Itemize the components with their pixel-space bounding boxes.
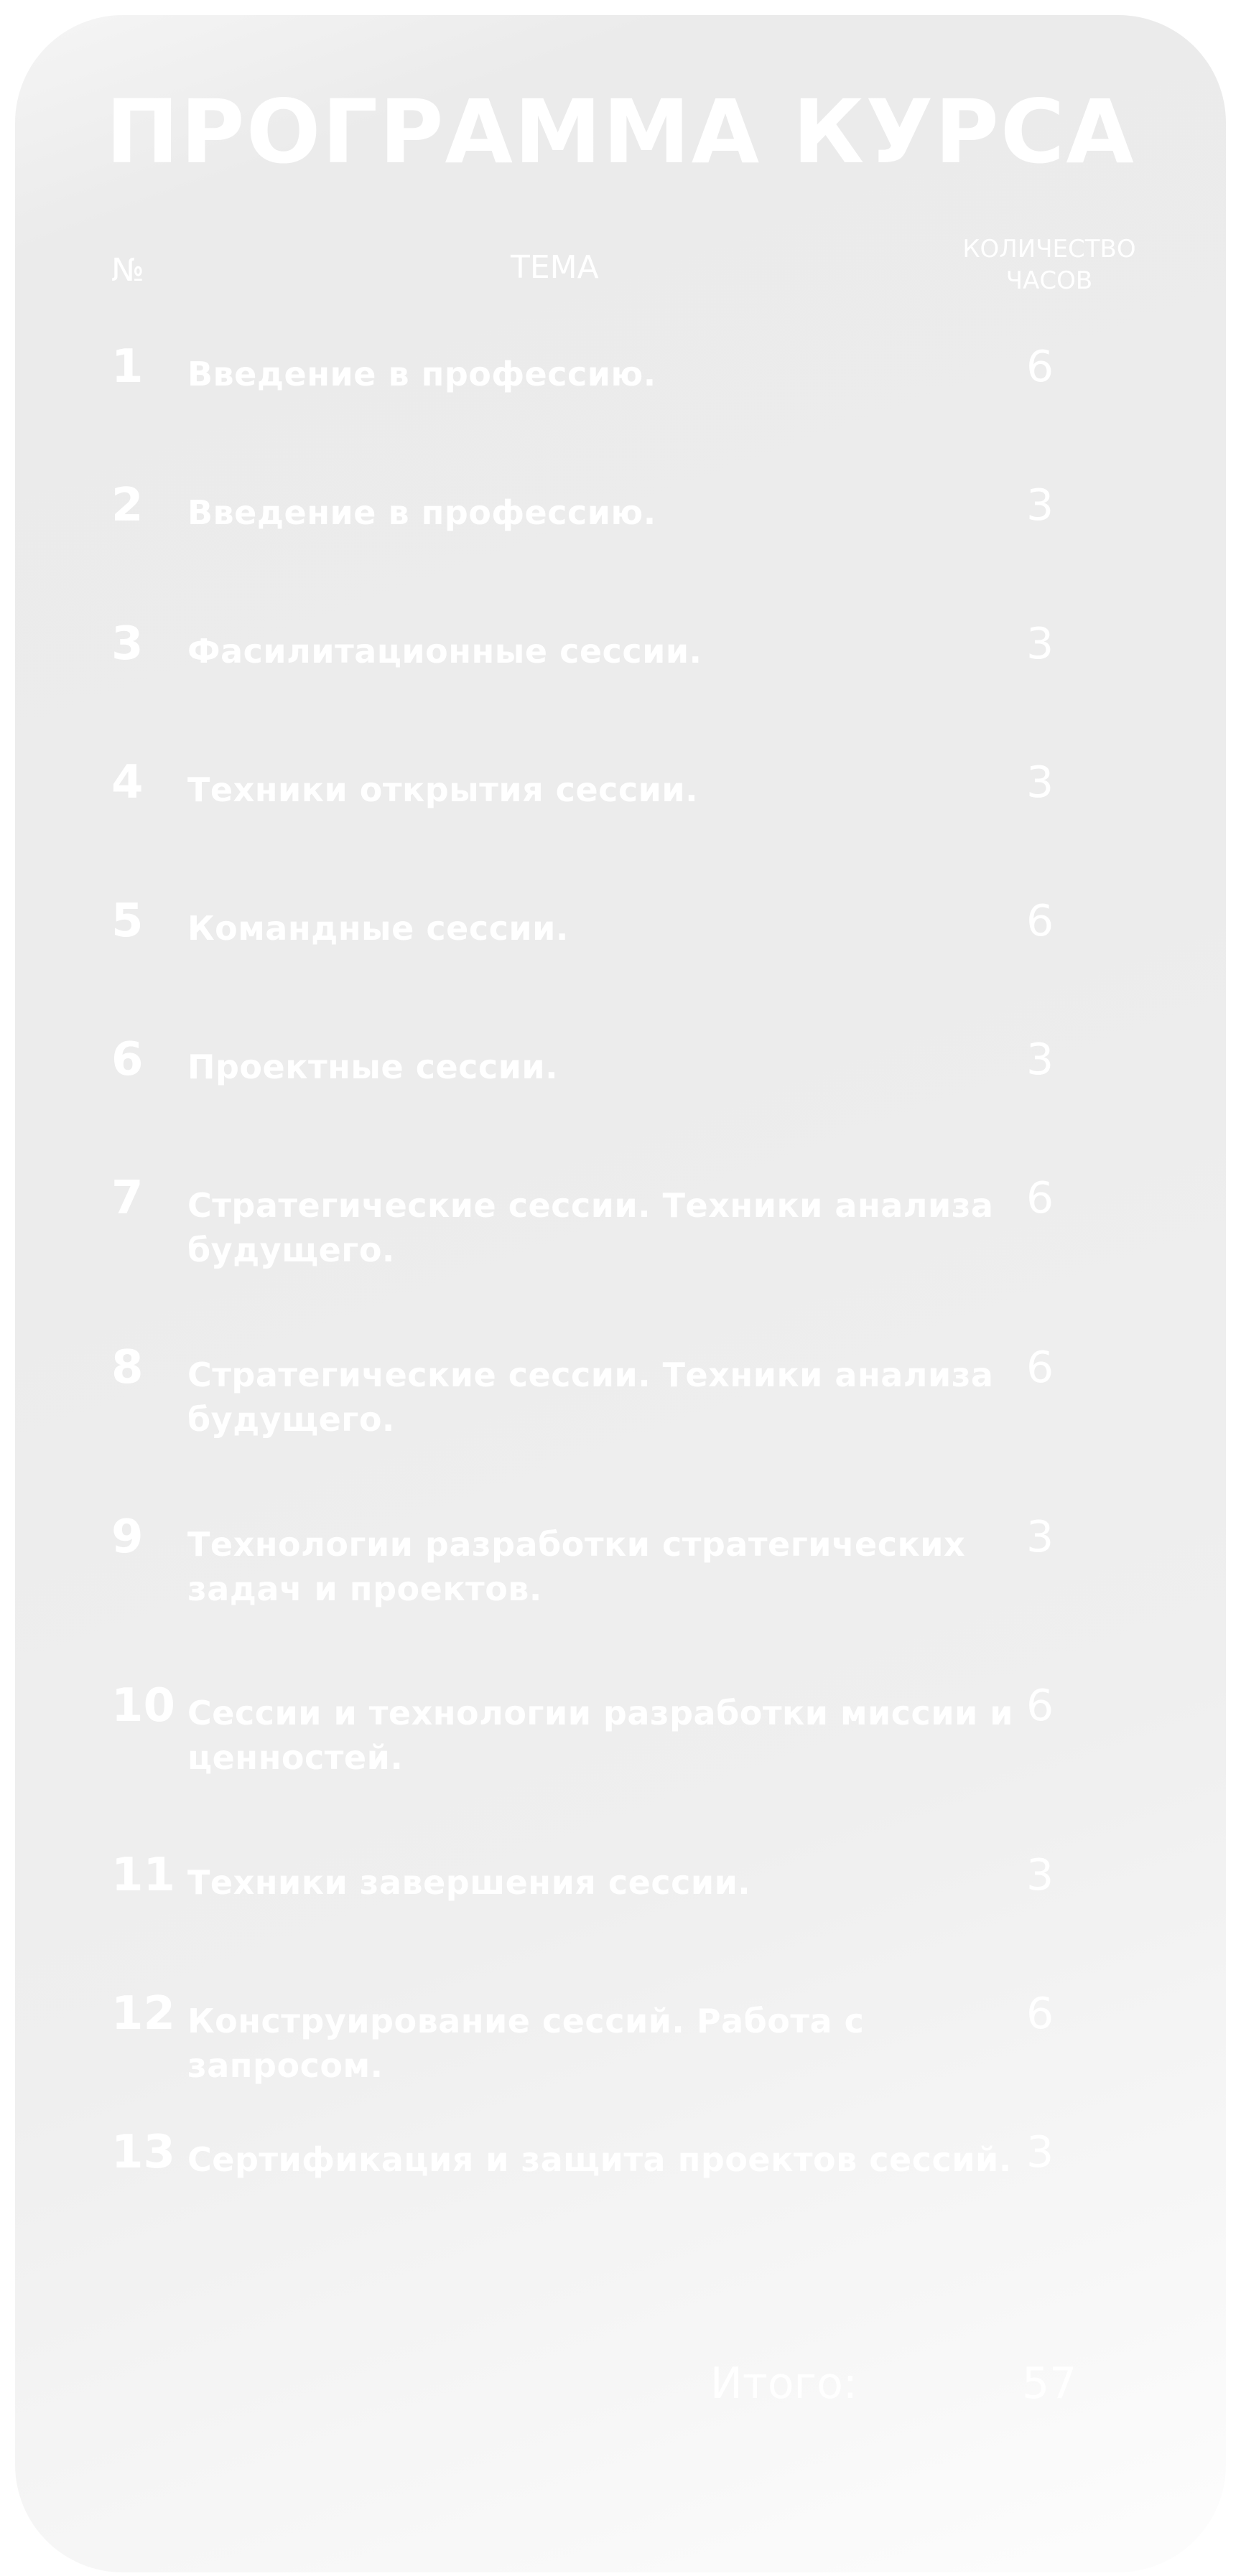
row-topic: Стратегические сессии. Техники анализа будущего. [187, 1186, 994, 1269]
row-number: 3 [111, 617, 144, 671]
page-title: ПРОГРАММА КУРСА [106, 81, 1135, 183]
row-hours: 6 [1026, 1681, 1054, 1731]
row-number: 8 [111, 1341, 144, 1394]
row-number: 6 [111, 1033, 144, 1086]
row-topic: Техники открытия сессии. [187, 770, 699, 809]
row-topic: Стратегические сессии. Техники анализа будущего. [187, 1355, 994, 1439]
course-program-card [15, 15, 1226, 2572]
column-header-hours-line2: ЧАСОВ [1005, 266, 1093, 295]
row-hours: 3 [1026, 1512, 1054, 1562]
row-hours: 6 [1026, 1343, 1054, 1393]
column-header-topic: ТЕМА [511, 249, 599, 286]
row-topic: Конструирование сессий. Работа с запросом. [187, 2002, 865, 2085]
column-header-hours [934, 233, 1164, 297]
row-topic: Введение в профессию. [187, 355, 656, 393]
row-topic: Сертификация и защита проектов сессий. [187, 2140, 1012, 2179]
row-hours: 6 [1026, 1173, 1054, 1223]
row-number: 1 [111, 340, 144, 393]
row-topic: Фасилитационные сессии. [187, 632, 702, 671]
row-topic: Техники завершения сессии. [187, 1863, 751, 1902]
row-number: 7 [111, 1172, 144, 1225]
row-hours: 6 [1026, 896, 1054, 946]
column-header-hours-line1: КОЛИЧЕСТВО [962, 235, 1136, 263]
row-number: 13 [111, 2126, 176, 2179]
row-number: 12 [111, 1987, 176, 2040]
total-value: 57 [1022, 2358, 1077, 2409]
row-hours: 3 [1026, 757, 1054, 808]
row-topic: Командные сессии. [187, 909, 569, 948]
column-header-number: № [111, 252, 144, 289]
row-number: 10 [111, 1679, 176, 1732]
row-number: 2 [111, 479, 144, 532]
row-number: 11 [111, 1849, 176, 1902]
row-hours: 6 [1026, 1989, 1054, 2039]
row-hours: 6 [1026, 342, 1054, 392]
row-topic: Технологии разработки стратегических задач и проектов. [187, 1525, 966, 1608]
row-topic: Введение в профессию. [187, 493, 656, 532]
row-number: 9 [111, 1511, 144, 1564]
row-number: 5 [111, 895, 144, 948]
row-hours: 3 [1026, 1850, 1054, 1900]
total-label: Итого: [710, 2358, 857, 2409]
row-topic: Проектные сессии. [187, 1047, 559, 1086]
row-hours: 3 [1026, 1035, 1054, 1085]
row-hours: 3 [1026, 480, 1054, 531]
row-hours: 3 [1026, 619, 1054, 669]
row-topic: Сессии и технологии разработки миссии и ценностей. [187, 1694, 1014, 1777]
row-hours: 3 [1026, 2127, 1054, 2178]
row-number: 4 [111, 756, 144, 809]
